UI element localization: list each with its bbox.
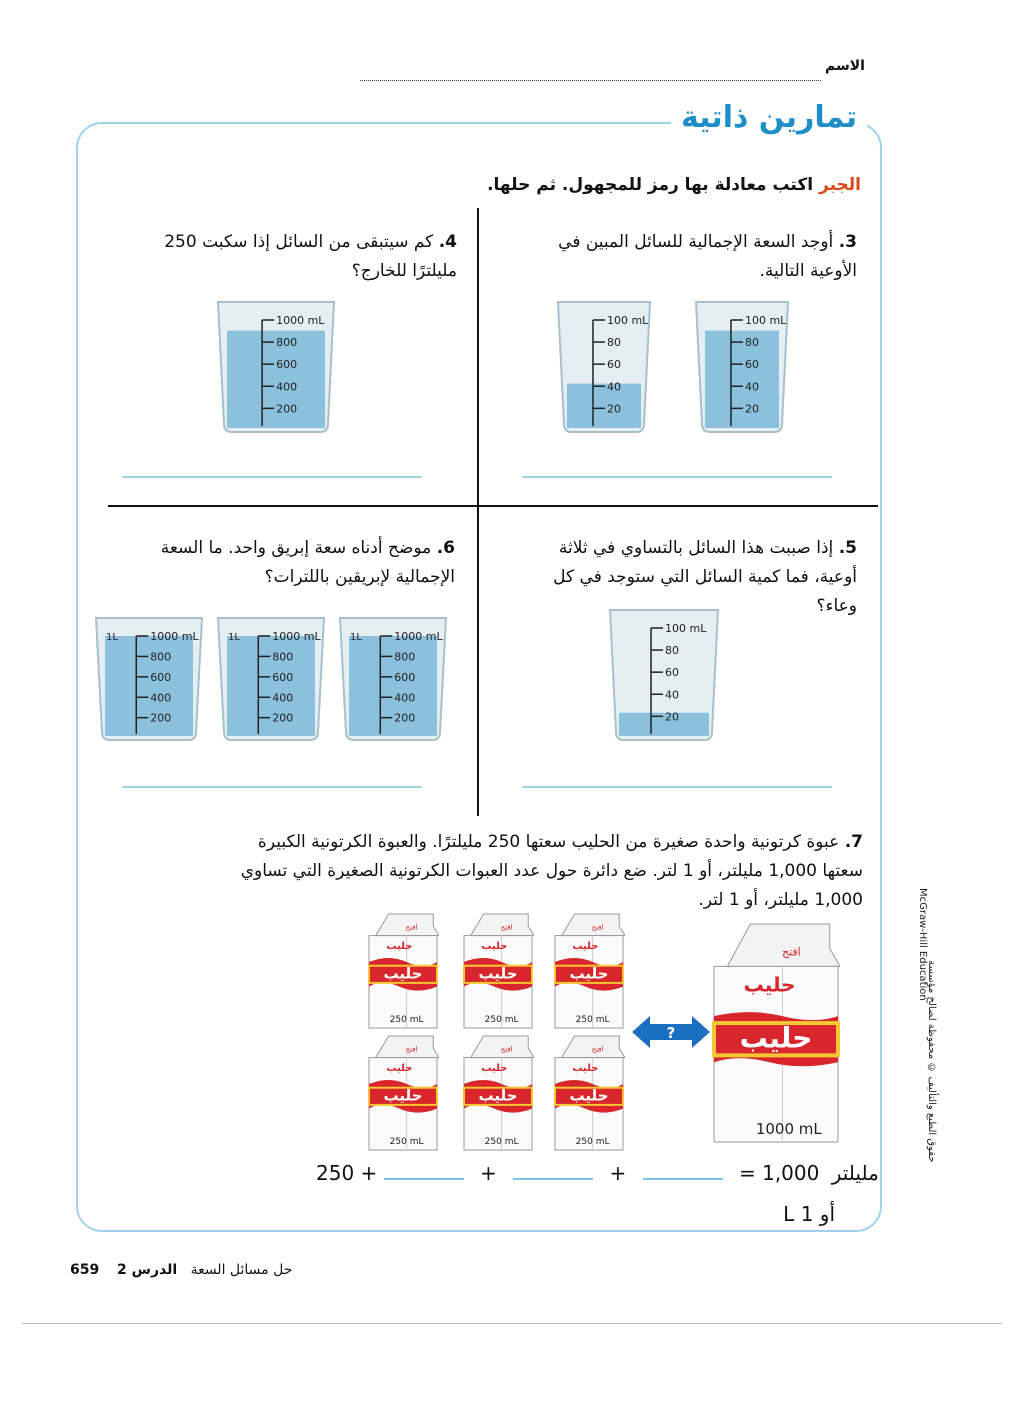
- small-milk-carton[interactable]: [462, 912, 534, 1034]
- carton-capacity-label: 250 mL: [389, 1015, 424, 1025]
- equation-unit: مليلتر: [831, 1161, 879, 1185]
- question-number: 7.: [844, 832, 863, 852]
- water-fill: [349, 636, 437, 736]
- beaker-tick-label: 1000 mL: [276, 314, 325, 327]
- carton-capacity-label: 1000 mL: [755, 1120, 822, 1138]
- answer-line-q3[interactable]: [522, 476, 832, 478]
- small-milk-carton[interactable]: [553, 1034, 625, 1156]
- beaker-tick-label: 400: [272, 691, 294, 705]
- carton-top-text: حليب: [743, 972, 796, 997]
- question-number: 4.: [438, 232, 457, 252]
- beaker-q5: [606, 604, 722, 748]
- double-arrow-icon: [632, 1014, 710, 1050]
- water-fill: [227, 636, 315, 736]
- question-7: [103, 828, 863, 915]
- page-number: 659: [70, 1262, 100, 1278]
- large-milk-carton: [712, 922, 840, 1148]
- question-number: 6.: [436, 538, 455, 558]
- beaker-tick-label: 200: [276, 402, 298, 416]
- beaker-tick-label: 60: [744, 358, 759, 372]
- carton-top-text: حليب: [572, 1062, 599, 1074]
- section-title: تمارين ذاتية: [671, 100, 867, 135]
- water-fill: [567, 384, 641, 428]
- beaker-side-label: 1L: [228, 632, 240, 643]
- quadrant-divider-vertical: [477, 208, 479, 816]
- beaker-tick-label: 800: [394, 650, 416, 664]
- question-number: 3.: [838, 232, 857, 252]
- equation-start: 250 +: [316, 1161, 378, 1185]
- beaker-tick-label: 400: [394, 691, 416, 705]
- beaker-tick-label: 400: [150, 691, 172, 705]
- carton-capacity-label: 250 mL: [575, 1015, 610, 1025]
- bottom-rule: [22, 1323, 1002, 1324]
- beaker-tick-label: 40: [665, 688, 680, 702]
- carton-brand-text: حليب: [478, 1086, 518, 1105]
- beaker-tick-label: 800: [276, 336, 298, 350]
- beaker-tick-label: 20: [606, 402, 621, 416]
- beaker-tick-label: 80: [665, 644, 680, 658]
- beaker-q3-2: [692, 296, 792, 440]
- question-4: [157, 228, 457, 286]
- carton-open-text: افتح: [781, 945, 801, 959]
- small-milk-carton[interactable]: [367, 912, 439, 1034]
- carton-brand-text: حليب: [569, 964, 609, 983]
- beaker-tick-label: 600: [394, 670, 416, 684]
- lesson-number: الدرس 2: [117, 1262, 178, 1278]
- arrow-question-mark: ?: [666, 1024, 676, 1042]
- answer-blank[interactable]: [643, 1158, 723, 1180]
- beaker-tick-label: 800: [150, 650, 172, 664]
- beaker-tick-label: 1000 mL: [394, 630, 443, 643]
- beaker-tick-label: 20: [665, 710, 680, 724]
- carton-capacity-label: 250 mL: [389, 1137, 424, 1147]
- beaker-tick-label: 100 mL: [665, 622, 707, 635]
- copyright-text: حقوق الطبع والتأليف © محفوظة لصالح مؤسسة: [926, 960, 937, 1163]
- name-label: الاسم: [825, 58, 865, 74]
- question-text: أوجد السعة الإجمالية للسائل المبين في الأوعية التالية.: [558, 232, 857, 281]
- carton-open-text: افتح: [591, 1045, 604, 1054]
- beaker-tick-label: 100 mL: [606, 314, 649, 327]
- beaker-q6-3: [336, 612, 450, 748]
- question-7-line-2: سعتها 1,000 مليلتر، أو 1 لتر. ضع دائرة حول عدد العبوات الكرتونية الصغيرة التي تساوي: [240, 861, 863, 881]
- plus-sign: +: [480, 1161, 497, 1185]
- small-milk-carton[interactable]: [553, 912, 625, 1034]
- carton-capacity-label: 250 mL: [484, 1015, 519, 1025]
- equation: [316, 1158, 879, 1194]
- carton-brand-text: حليب: [383, 1086, 423, 1105]
- beaker-tick-label: 600: [150, 670, 172, 684]
- answer-blank[interactable]: [513, 1158, 593, 1180]
- equation-end: = 1,000: [738, 1161, 820, 1185]
- instruction: [487, 175, 861, 195]
- lesson-title: حل مسائل السعة: [190, 1262, 293, 1278]
- publisher-name: McGraw-Hill Education: [917, 888, 928, 1001]
- beaker-tick-label: 40: [606, 380, 621, 394]
- question-text-line-1: عبوة كرتونية واحدة صغيرة من الحليب سعتها 250 مليلترًا. والعبوة الكرتونية الكبيرة: [257, 832, 840, 852]
- question-7-line-1: [103, 828, 863, 857]
- carton-open-text: افتح: [500, 923, 513, 932]
- name-line[interactable]: [360, 80, 821, 81]
- carton-capacity-label: 250 mL: [575, 1137, 610, 1147]
- beaker-tick-label: 1000 mL: [150, 630, 199, 643]
- instruction-text: اكتب معادلة بها رمز للمجهول. ثم حلها.: [487, 175, 814, 195]
- carton-open-text: افتح: [405, 923, 418, 932]
- beaker-side-label: 1L: [106, 632, 118, 643]
- carton-top-text: حليب: [481, 940, 508, 952]
- answer-line-q6[interactable]: [122, 786, 422, 788]
- carton-open-text: افتح: [500, 1045, 513, 1054]
- carton-top-text: حليب: [572, 940, 599, 952]
- plus-sign: +: [609, 1161, 627, 1185]
- beaker-tick-label: 80: [744, 336, 759, 350]
- beaker-side-label: 1L: [350, 632, 362, 643]
- answer-line-q4[interactable]: [122, 476, 422, 478]
- instruction-tag: الجبر: [819, 175, 861, 195]
- beaker-tick-label: 80: [606, 336, 621, 350]
- beaker-tick-label: 40: [744, 380, 759, 394]
- beaker-tick-label: 20: [744, 402, 759, 416]
- carton-brand-text: حليب: [739, 1021, 813, 1055]
- small-milk-carton[interactable]: [462, 1034, 534, 1156]
- beaker-tick-label: 200: [272, 711, 294, 725]
- equation-or-line: أو 1 L: [783, 1202, 835, 1226]
- carton-open-text: افتح: [405, 1045, 418, 1054]
- copyright-sidebar-ar: [926, 960, 948, 1260]
- question-3: [517, 228, 857, 286]
- carton-top-text: حليب: [386, 1062, 413, 1074]
- beaker-tick-label: 60: [665, 666, 680, 680]
- beaker-tick-label: 600: [272, 670, 294, 684]
- beaker-tick-label: 800: [272, 650, 294, 664]
- carton-brand-text: حليب: [383, 964, 423, 983]
- answer-line-q5[interactable]: [522, 786, 832, 788]
- beaker-tick-label: 400: [276, 380, 298, 394]
- quadrant-divider-horizontal: [108, 505, 878, 507]
- question-7-line-3: 1,000 مليلتر، أو 1 لتر.: [698, 890, 863, 910]
- water-fill: [705, 331, 779, 428]
- water-fill: [105, 636, 193, 736]
- carton-top-text: حليب: [386, 940, 413, 952]
- beaker-tick-label: 100 mL: [744, 314, 787, 327]
- beaker-q6-2: [214, 612, 328, 748]
- question-text: إذا صببت هذا السائل بالتساوي في ثلاثة أوعية، فما كمية السائل التي ستوجد في كل وعاء؟: [553, 538, 857, 616]
- question-text: موضح أدناه سعة إبريق واحد. ما السعة الإجمالية لإبريقين باللترات؟: [160, 538, 455, 587]
- beaker-tick-label: 600: [276, 358, 298, 372]
- carton-brand-text: حليب: [478, 964, 518, 983]
- beaker-tick-label: 200: [150, 711, 172, 725]
- name-row: [360, 58, 865, 84]
- page-footer: [70, 1262, 292, 1278]
- water-fill: [619, 713, 709, 736]
- beaker-q3-1: [554, 296, 654, 440]
- answer-blank[interactable]: [384, 1158, 464, 1180]
- beaker-q4: [214, 296, 338, 440]
- beaker-q6-1: [92, 612, 206, 748]
- carton-top-text: حليب: [481, 1062, 508, 1074]
- carton-capacity-label: 250 mL: [484, 1137, 519, 1147]
- question-text: كم سيتبقى من السائل إذا سكبت 250 مليلترًا للخارج؟: [164, 232, 457, 281]
- question-number: 5.: [838, 538, 857, 558]
- carton-open-text: افتح: [591, 923, 604, 932]
- beaker-tick-label: 200: [394, 711, 416, 725]
- carton-brand-text: حليب: [569, 1086, 609, 1105]
- beaker-tick-label: 60: [606, 358, 621, 372]
- beaker-tick-label: 1000 mL: [272, 630, 321, 643]
- question-6: [105, 534, 455, 592]
- small-milk-carton[interactable]: [367, 1034, 439, 1156]
